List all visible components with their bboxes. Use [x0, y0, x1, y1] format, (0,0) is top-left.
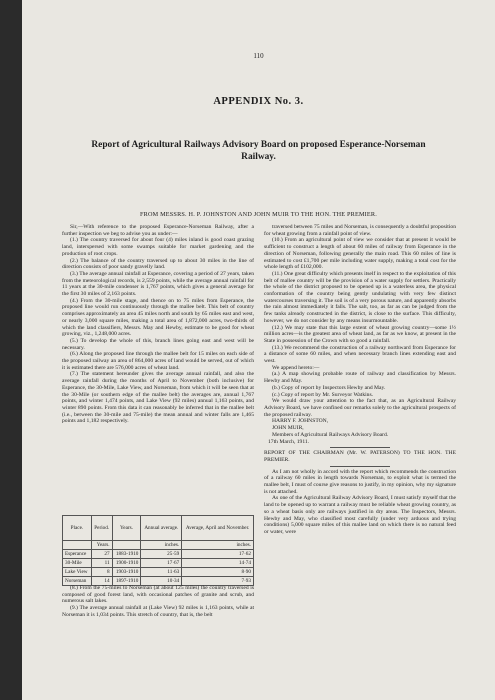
paragraph: (13.) We recommend the construction of a railway northward from Esperance for a distance of some 60 miles, and when necessary branch lines extending east and west. [264, 344, 456, 365]
table-cell: 1883-1910 [112, 550, 141, 559]
page-number: 110 [253, 52, 264, 60]
paragraph: Sir,—With reference to the proposed Esperance-Norseman Railway, after a further inspection we beg to advise you as under:— [62, 224, 254, 237]
paragraph: (5.) To develop the whole of this, branch lines going east and west will be necessary. [62, 337, 254, 351]
table-cell: 1900-1910 [112, 559, 141, 568]
paragraph: (c.) Copy of report by Mr. Surveyor Watkins. [272, 391, 374, 398]
table-cell: 11·63 [141, 568, 182, 577]
report-date: 17th March, 1911. [268, 438, 310, 445]
paragraph: (9.) The average annual rainfall at (Lake View) 92 miles is 1,163 points, while at Norseman it is 1,034 points. This stretch of country, that is, the belt [62, 605, 254, 618]
table-unit [63, 541, 92, 550]
table-cell: 7·93 [182, 577, 254, 586]
paragraph: We append hereto:— [272, 364, 320, 371]
rainfall-table [62, 515, 254, 586]
table-header: Years. [112, 516, 141, 541]
table-cell: 1903-1910 [112, 568, 141, 577]
table-header-row [63, 516, 254, 541]
table-cell: 14·74 [182, 559, 254, 568]
table-unit: inches. [182, 541, 254, 550]
document-page [22, 0, 495, 700]
table-unit: Years. [91, 541, 112, 550]
table-cell: 8 [91, 568, 112, 577]
table-cell: 14 [91, 577, 112, 586]
table-cell: Esperance [63, 550, 92, 559]
paragraph: (1.) The country traversed for about four (4) miles inland is good coast grazing land, interspersed with some swamps suitable for market gardening and the production of root crops. [62, 237, 254, 257]
table-header: Place. [63, 516, 92, 541]
table-units-row [63, 541, 254, 550]
table-cell: 11 [91, 559, 112, 568]
table-row [63, 559, 254, 568]
paragraph: (6.) Along the proposed line through the mallee belt for 15 miles on each side of the proposed railway an area of 864,000 acres of land would be served, out of which it is estimated there are 576,000 acres of wheat land. [62, 351, 254, 371]
table-cell: 27 [91, 550, 112, 559]
paragraph: As I am not wholly in accord with the report which recommends the construction of a railway 60 miles in length towards Norseman, to exploit what is termed the mallee belt, I must of course give reasons to justify, in my opinion, why my signature is not attached. [264, 468, 456, 495]
paragraph: (11.) One great difficulty which presents itself in respect to the exploitation of this belt of mallee country will be the provision of a water supply for settlers. Practically the whole of the district proposed to be opened up is a waterless area, the physical conformation of the country being gently undulating with very few distinct watercourses traversing it. The soil is of a very porous nature, and apparently absorbs the rain almost immediately it falls. The salt, too, as far as can be judged from the few tanks already constructed in the district, is close to the surface. This difficulty, however, we do not consider by any means insurmountable. [264, 270, 456, 324]
paragraph: As one of the Agricultural Railway Advisory Board, I must satisfy myself that the land to be opened up to warrant a railway must be reliable wheat growing country, as so a wheat basis only are railways justified in dry areas. The Inspectors, Messrs. Hewby and May, who classified most carefully (under very arduous and trying conditions) 5,000 square miles of this mallee land on which there is no natural feed or water, were [264, 495, 456, 535]
table-row [63, 568, 254, 577]
paragraph: (10.) From an agricultural point of view we consider that at present it would be sufficient to construct a length of about 60 miles of railway from Esperance in the direction of Norseman, following generally the main road. This 60 miles of line is estimated to cost £1,700 per mile including water supply, making a total cost for the whole length of £102,000. [264, 237, 456, 271]
left-column [62, 224, 254, 425]
paragraph: (2.) The balance of the country traversed up to about 30 miles in the line of direction consists of poor sandy gravelly land. [62, 257, 254, 271]
table-header: Period. [91, 516, 112, 541]
report-title: Report of Agricultural Railways Advisory Board on proposed Esperance-Norseman Railway. [91, 140, 426, 162]
table-cell: 25·59 [141, 550, 182, 559]
paragraph: (4.) From the 30-mile stage, and thence on to 75 miles from Esperance, the proposed line would run continuously through the mallee belt. This belt of country comprises approximately an area 45 miles north and south by 65 miles east and west, or nearly 3,000 square miles, making a total area of 1,872,000 acres, two-thirds of which the land classifiers, Messrs. May and Hewby, estimate to be good for wheat growing, viz., 1,248,000 acres. [62, 297, 254, 338]
table-unit: inches. [141, 541, 182, 550]
from-line: FROM MESSRS. H. P. JOHNSTON AND JOHN MUIR TO THE HON. THE PREMIER. [140, 211, 377, 218]
table-cell: Norseman [63, 577, 92, 586]
paragraph: traversed between 75 miles and Norseman, is consequently a doubtful proposition for wheat growing from a rainfall point of view. [264, 224, 456, 237]
table-unit [112, 541, 141, 550]
chairman-heading: REPORT OF THE CHAIRMAN (Mr. W. PATERSON) TO THE HON. THE PREMIER. [264, 450, 456, 463]
signature: JOHN MUIR, [272, 425, 304, 432]
table-cell: 17·67 [141, 559, 182, 568]
table-row [63, 550, 254, 559]
right-column [264, 224, 456, 536]
paragraph: (3.) The average annual rainfall at Esperance, covering a period of 27 years, taken from the meteorological records, is 2,559 points, while the average annual rainfall for 11 years at the 30-mile condenser is 1,767 points, which gives a general average for the first 30 miles of 2,163 points. [62, 270, 254, 298]
appendix-heading: APPENDIX No. 3. [213, 96, 304, 107]
paragraph: (a.) A map showing probable route of railway and classification by Messrs. Hewby and May. [264, 371, 456, 385]
paragraph: We would draw your attention to the fact that, as an Agricultural Railway Advisory Board, we have confined our remarks solely to the agricultural prospects of the proposed railway. [264, 398, 456, 418]
signature: Members of Agricultural Railways Advisory Board. [272, 431, 389, 438]
table-cell: 10·34 [141, 577, 182, 586]
paragraph: (8.) From the 75-miles to Norseman (at about 125 miles) the country traversed is composed of good forest land, with occasional patches of granite and scrub, and numerous salt lakes. [62, 585, 254, 605]
table-cell: Lake View [63, 568, 92, 577]
table-cell: 8·90 [182, 568, 254, 577]
divider [330, 466, 390, 467]
table-header: Average, April and November. [182, 516, 254, 541]
divider [330, 447, 390, 448]
signature: HARRY F. JOHNSTON, [272, 418, 329, 425]
paragraph: (12.) We may state that this large extent of wheat growing country—some 1½ million acres—is the greatest area of wheat land, as far as we know, at present in the State in possession of the Crown with so good a rainfall. [264, 324, 456, 344]
table-cell: 1897-1910 [112, 577, 141, 586]
paragraph: (b.) Copy of report by Inspectors Hewby and May. [272, 384, 386, 391]
table-header: Annual average. [141, 516, 182, 541]
paragraph: (7.) The statement hereunder gives the average annual rainfall, and also the average rainfall during the months of April to November (both inclusive) for Esperance, the 30-Mile, Lake View, and Norseman, from which it will be seen that at the 30-Mile (or southern edge of the mallee belt) the averages are, annual 1,767 points, and winter 1,474 points, and Lake View (92 miles) annual 1,163 points, and winter 890 points. From this data it can reasonably be inferred that in the mallee belt (i.e., between the 30-mile and 75-mile) the mean annual and winter falls are 1,465 points and 1,182 respectively. [62, 371, 254, 425]
table-cell: 17·62 [182, 550, 254, 559]
table-cell: 30-Mile [63, 559, 92, 568]
left-column-continued [62, 585, 254, 619]
